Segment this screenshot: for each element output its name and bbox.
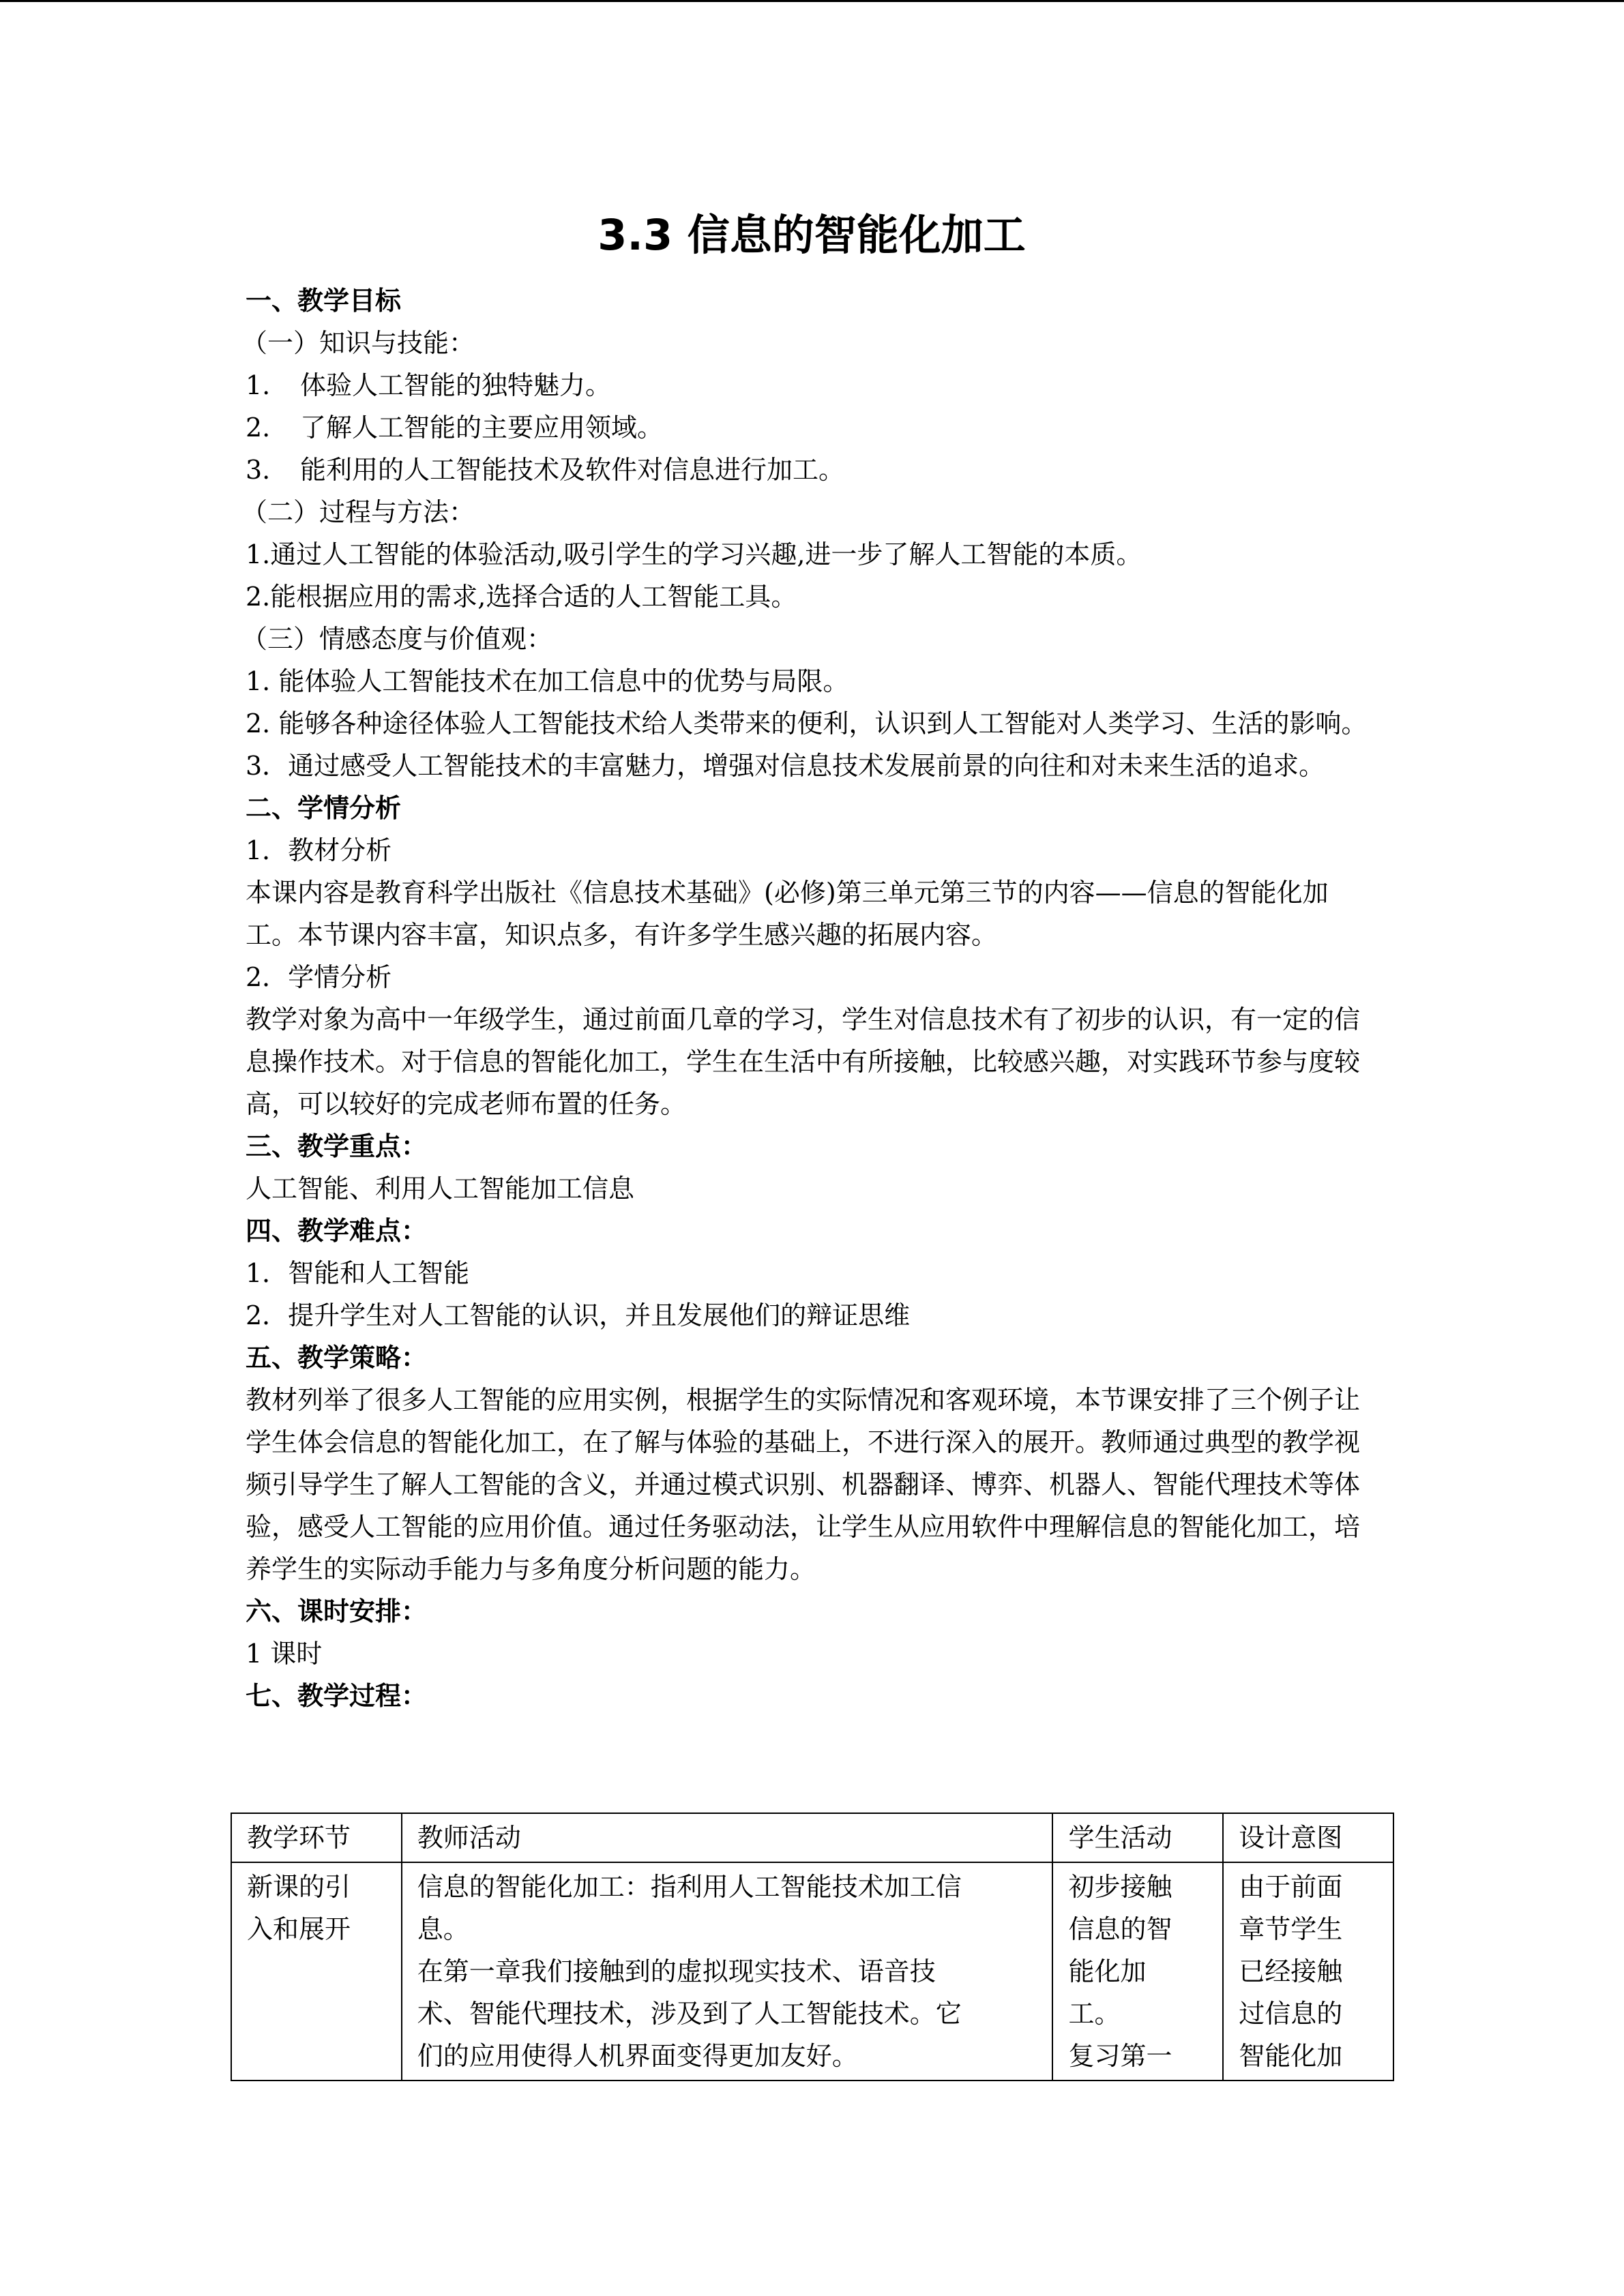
list-item (246, 406, 1378, 449)
paragraph: 教材列举了很多人工智能的应用实例，根据学生的实际情况和客观环境，本节课安排了三个例子让学生体会信息的智能化加工，在了解与体验的基础上，不进行深入的展开。教师通过典型的教学视频引导学生了解人工智能的含义，并通过模式识别、机器翻译、博弈、机器人、智能代理技术等体验，感受人工智能的应用价值。通过任务驱动法，让学生从应用软件中理解信息的智能化加工，培养学生的实际动手能力与多角度分析问题的能力。 (246, 1385, 1361, 1584)
cell-text: 章节学生 (1239, 1914, 1343, 1944)
list-item: 1．智能和人工智能 (246, 1258, 470, 1288)
section-heading-goals: 一、教学目标 (246, 286, 402, 316)
paragraph-label: 1．教材分析 (246, 835, 392, 865)
subheading-values: （三）情感态度与价值观： (241, 624, 553, 654)
cell-text: 复习第一 (1068, 2041, 1172, 2071)
paragraph-label: 2．学情分析 (246, 962, 392, 992)
list-item-text: 了解人工智能的主要应用领域。 (300, 413, 664, 443)
list-item: 3．通过感受人工智能技术的丰富魅力，增强对信息技术发展前景的向往和对未来生活的追求。 (246, 751, 1325, 781)
list-item-number: 1. (246, 370, 271, 400)
cell-text: 息。 (417, 1914, 469, 1944)
table-header: 教师活动 (402, 1813, 1053, 1862)
list-item: 2.能根据应用的需求,选择合适的人工智能工具。 (246, 582, 797, 612)
cell-text: 信息的智 (1068, 1914, 1172, 1944)
table-cell (402, 1862, 1053, 2081)
list-item (246, 449, 1378, 491)
table-header-row (231, 1813, 1393, 1862)
table-header: 设计意图 (1223, 1813, 1393, 1862)
paragraph: 本课内容是教育科学出版社《信息技术基础》(必修)第三单元第三节的内容——信息的智能化加工。本节课内容丰富，知识点多，有许多学生感兴趣的拓展内容。 (246, 878, 1329, 950)
table-header: 学生活动 (1052, 1813, 1223, 1862)
paragraph: 人工智能、利用人工智能加工信息 (246, 1174, 635, 1204)
section-heading-strategy: 五、教学策略： (246, 1343, 428, 1373)
document-title: 3.3 信息的智能化加工 (597, 210, 1026, 260)
list-item-text: 能利用的人工智能技术及软件对信息进行加工。 (300, 455, 845, 485)
list-item: 1.通过人工智能的体验活动,吸引学生的学习兴趣,进一步了解人工智能的本质。 (246, 539, 1142, 569)
cell-text: 信息的智能化加工：指利用人工智能技术加工信 (417, 1872, 962, 1902)
list-item: 2．提升学生对人工智能的认识，并且发展他们的辩证思维 (246, 1300, 911, 1330)
list-item-text: 体验人工智能的独特魅力。 (300, 370, 612, 400)
table-cell (1052, 1862, 1223, 2081)
table-cell (231, 1862, 402, 2081)
cell-text: 工。 (1068, 1999, 1121, 2029)
cell-text: 们的应用使得人机界面变得更加友好。 (417, 2041, 858, 2071)
cell-text: 由于前面 (1239, 1872, 1343, 1902)
table-cell (1223, 1862, 1393, 2081)
table-header: 教学环节 (231, 1813, 402, 1862)
cell-text: 术、智能代理技术，涉及到了人工智能技术。它 (417, 1999, 962, 2029)
paragraph: 教学对象为高中一年级学生，通过前面几章的学习，学生对信息技术有了初步的认识，有一定的信息操作技术。对于信息的智能化加工，学生在生活中有所接触，比较感兴趣，对实践环节参与度较高，可以较好的完成老师布置的任务。 (246, 1004, 1361, 1119)
list-item-number: 2. (246, 413, 271, 443)
section-heading-difficulties: 四、教学难点： (246, 1216, 428, 1246)
teaching-process-table (231, 1813, 1394, 2081)
list-item: 1. 能体验人工智能技术在加工信息中的优势与局限。 (246, 666, 849, 696)
cell-text: 过信息的 (1239, 1999, 1343, 2029)
list-item (246, 364, 1378, 406)
page-top-border (0, 0, 1624, 2)
table-row (231, 1862, 1393, 2081)
section-heading-analysis: 二、学情分析 (246, 793, 402, 823)
list-item-number: 3. (246, 455, 271, 485)
section-heading-process: 七、教学过程： (246, 1681, 428, 1711)
document-page (241, 205, 1378, 1717)
section-heading-schedule: 六、课时安排： (246, 1596, 428, 1626)
subheading-knowledge: （一）知识与技能： (241, 328, 475, 358)
list-item: 2. 能够各种途径体验人工智能技术给人类带来的便利，认识到人工智能对人类学习、生活的影响。 (246, 709, 1368, 739)
cell-text: 能化加 (1068, 1956, 1147, 1986)
cell-text: 入和展开 (247, 1914, 351, 1944)
section-heading-key-points: 三、教学重点： (246, 1131, 428, 1161)
subheading-process: （二）过程与方法： (241, 497, 475, 527)
cell-text: 新课的引 (247, 1872, 351, 1902)
cell-text: 智能化加 (1239, 2041, 1343, 2071)
cell-text: 初步接触 (1068, 1872, 1172, 1902)
cell-text: 在第一章我们接触到的虚拟现实技术、语音技 (417, 1956, 936, 1986)
paragraph: 1 课时 (246, 1639, 323, 1669)
cell-text: 已经接触 (1239, 1956, 1343, 1986)
